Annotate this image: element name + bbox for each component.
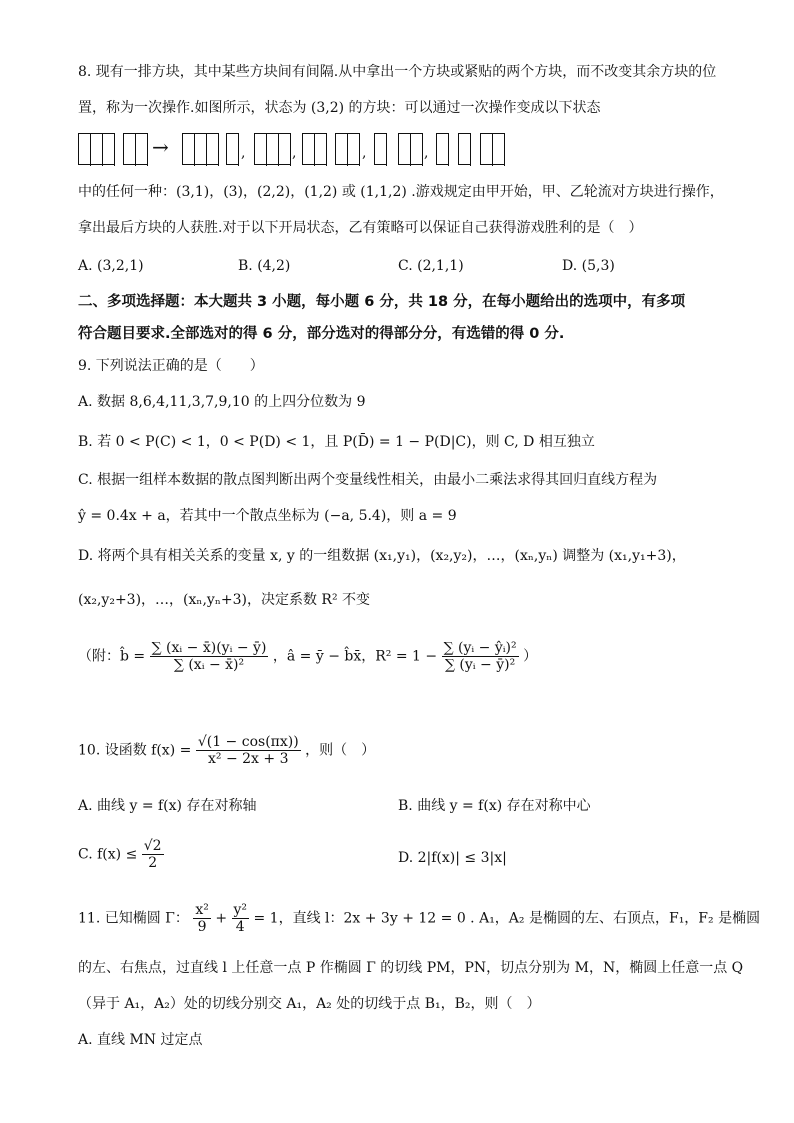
block-group [182,133,219,165]
q8-option-c: C. (2,1,1) [398,258,464,274]
appendix-prefix: （附：b̂ = [78,648,146,665]
q8-option-b: B. (4,2) [238,258,291,274]
q9-option-c-line-2: ŷ = 0.4x + a，若其中一个散点坐标为 (−a, 5.4)，则 a = 9 [78,508,457,524]
formula-a-hat: ，â = ȳ − b̂x̄，R² = 1 − [272,648,438,665]
q8-line-3: 中的任何一种：(3,1)，(3)，(2,2)，(1,2) 或 (1,1,2) .游戏规定由甲开始，甲、乙轮流对方块进行操作， [78,184,724,200]
q10-option-b: B. 曲线 y = f(x) 存在对称中心 [398,798,591,814]
q8-line-4: 拿出最后方块的人获胜.对于以下开局状态，乙有策略可以保证自己获得游戏胜利的是（ ） [78,220,643,236]
block-group [398,133,423,165]
q10-option-c: C. f(x) ≤ $\frac{√2}{2}$ [78,838,162,871]
block-group [335,133,360,165]
q10-option-a: A. 曲线 y = f(x) 存在对称轴 [78,798,257,814]
block-group [436,133,449,165]
block-group [254,133,291,165]
q11-line-2: 的左、右焦点，过直线 l 上任意一点 P 作椭圆 Γ 的切线 PM，PN，切点分别为 M，N，椭圆上任意一点 Q [78,960,744,976]
q8-option-d: D. (5,3) [562,258,615,274]
q11-line-3: （异于 A₁，A₂）处的切线分别交 A₁，A₂ 处的切线于点 B₁，B₂，则（ ） [78,996,541,1012]
block-group [374,133,387,165]
q9-option-a: A. 数据 8,6,4,11,3,7,9,10 的上四分位数为 9 [78,394,366,410]
block-group [480,133,505,165]
q9-stem: 9. 下列说法正确的是（ ） [78,358,264,374]
q10-stem: 10. 设函数 f(x) = $\frac{√(1 - \cos(\pi x))}{\text{x² − 2x + 3}}$ ，则（ ） [78,734,376,767]
block-group [226,133,239,165]
q9-option-b: B. 若 0 < P(C) < 1，0 < P(D) < 1，且 P(D̄) = 1 − P(D|C)，则 C, D 相互独立 [78,434,595,450]
q11-stem: 11. 已知椭圆 Γ： $\frac{\text{x²}}{9}$ + $\frac{\text{y²}}{4}$ = 1，直线 l：2x + 3y + 12 = 0 . A₁，A₂ 是椭圆的左、右顶点，F₁，F₂ 是椭圆 [78,902,761,935]
q9-option-d-line-1: D. 将两个具有相关关系的变量 x, y 的一组数据 (x₁,y₁)，(x₂,y₂)，…，(xₙ,yₙ) 调整为 (x₁,y₁+3)， [78,548,686,564]
section-heading-line-1: 二、多项选择题：本大题共 3 小题，每小题 6 分，共 18 分，在每小题给出的选项中，有多项 [78,294,686,310]
q10-option-d: D. 2|f(x)| ≤ 3|x| [398,850,507,866]
q9-option-d-line-2: (x₂,y₂+3)，…，(xₙ,yₙ+3)，决定系数 R² 不变 [78,592,371,608]
section-heading-line-2: 符合题目要求.全部选对的得 6 分，部分选对的得部分分，有选错的得 0 分. [78,326,565,342]
block-group [123,133,148,165]
block-group [458,133,471,165]
block-group [302,133,327,165]
formula-b-hat: $\frac{\text{∑ (xᵢ − x̄)(yᵢ − ȳ)}}{\text{∑ (xᵢ − x̄)²}}$ [151,640,267,673]
q9-appendix-formula: （附：b̂ = $\frac{\text{∑ (xᵢ − x̄)(yᵢ − ȳ)}}{\text{∑ (xᵢ − x̄)²}}$ ，â = ȳ − b̂x̄，R² = 1 − $\frac{\text{∑ (yᵢ − ŷᵢ)²}}{\text{∑ (yᵢ − ȳ)²}}$ ） [78,640,538,673]
q10-function-fraction: $\frac{√(1 - \cos(\pi x))}{\text{x² − 2x + 3}}$ [197,734,299,767]
arrow-icon: → [152,135,169,159]
block-group [78,133,115,165]
q11-option-a: A. 直线 MN 过定点 [78,1032,203,1048]
formula-r-squared: $\frac{\text{∑ (yᵢ − ŷᵢ)²}}{\text{∑ (yᵢ − ȳ)²}}$ [443,640,517,673]
q8-option-a: A. (3,2,1) [78,258,144,274]
q8-line-2: 置，称为一次操作.如图所示，状态为 (3,2) 的方块：可以通过一次操作变成以下状态 [78,100,601,116]
q9-option-c-line-1: C. 根据一组样本数据的散点图判断出两个变量线性相关，由最小二乘法求得其回归直线方程为 [78,472,658,488]
q8-line-1: 8. 现有一排方块，其中某些方块间有间隔.从中拿出一个方块或紧贴的两个方块，而不改变其余方块的位 [78,64,717,80]
